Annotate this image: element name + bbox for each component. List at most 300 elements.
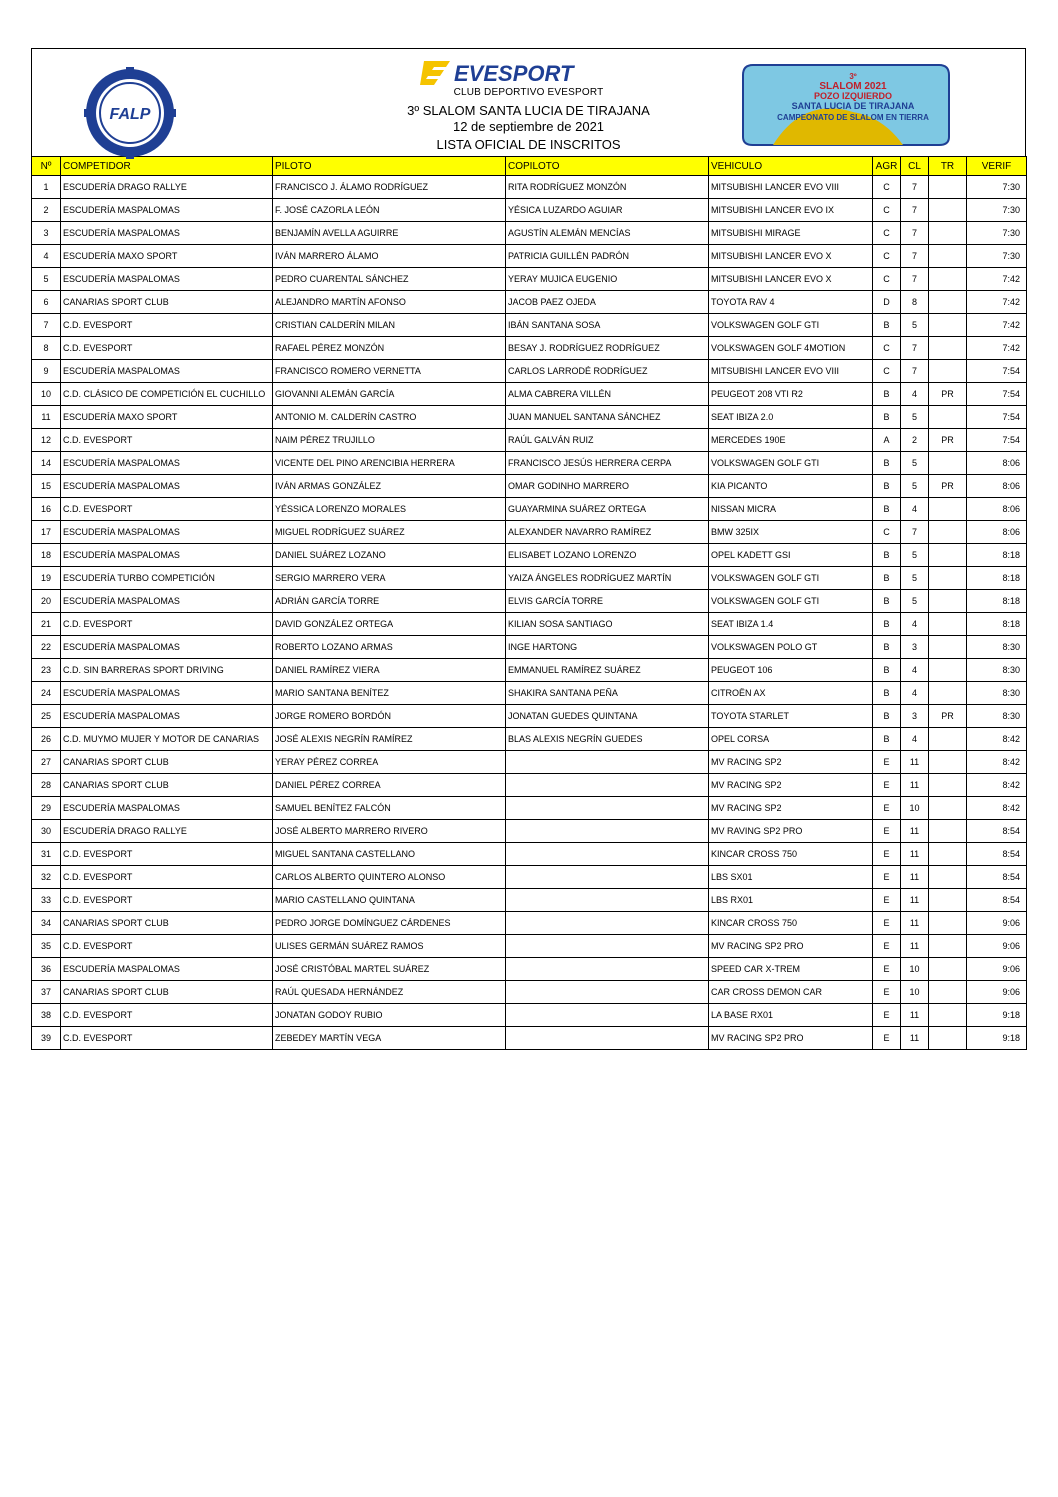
cell-number: 35 (32, 935, 61, 958)
slalom-badge-icon (733, 57, 959, 149)
cell-driver: IVÁN ARMAS GONZÁLEZ (273, 475, 506, 498)
cell-group: B (873, 475, 901, 498)
cell-group: C (873, 360, 901, 383)
cell-class: 11 (901, 1027, 929, 1050)
cell-codriver: ALEXANDER NAVARRO RAMÍREZ (506, 521, 709, 544)
cell-tr (929, 590, 967, 613)
table-row (32, 659, 1027, 682)
cell-number: 26 (32, 728, 61, 751)
cell-number: 5 (32, 268, 61, 291)
table-row (32, 521, 1027, 544)
cell-verif: 7:54 (967, 429, 1027, 452)
cell-group: E (873, 774, 901, 797)
cell-class: 5 (901, 590, 929, 613)
cell-number: 1 (32, 176, 61, 199)
cell-class: 4 (901, 613, 929, 636)
cell-class: 11 (901, 820, 929, 843)
cell-class: 7 (901, 268, 929, 291)
cell-vehicle: VOLKSWAGEN POLO GT (709, 636, 873, 659)
cell-tr (929, 797, 967, 820)
cell-driver: ADRIÁN GARCÍA TORRE (273, 590, 506, 613)
cell-class: 10 (901, 797, 929, 820)
table-row (32, 590, 1027, 613)
list-title: LISTA OFICIAL DE INSCRITOS (436, 137, 621, 152)
cell-group: C (873, 337, 901, 360)
cell-tr (929, 314, 967, 337)
cell-vehicle: SEAT IBIZA 1.4 (709, 613, 873, 636)
cell-vehicle: MITSUBISHI LANCER EVO VIII (709, 360, 873, 383)
cell-competitor: ESCUDERÍA MASPALOMAS (61, 590, 273, 613)
table-row (32, 199, 1027, 222)
table-header-row (32, 157, 1027, 176)
cell-verif: 8:54 (967, 843, 1027, 866)
cell-competitor: ESCUDERÍA MASPALOMAS (61, 452, 273, 475)
table-row (32, 751, 1027, 774)
table-row (32, 291, 1027, 314)
cell-codriver: IBÁN SANTANA SOSA (506, 314, 709, 337)
cell-verif: 7:30 (967, 199, 1027, 222)
cell-driver: JORGE ROMERO BORDÓN (273, 705, 506, 728)
cell-group: B (873, 728, 901, 751)
cell-class: 2 (901, 429, 929, 452)
cell-competitor: ESCUDERÍA MASPALOMAS (61, 797, 273, 820)
cell-driver: SAMUEL BENÍTEZ FALCÓN (273, 797, 506, 820)
cell-tr (929, 912, 967, 935)
cell-group: A (873, 429, 901, 452)
cell-number: 39 (32, 1027, 61, 1050)
table-row (32, 475, 1027, 498)
cell-number: 2 (32, 199, 61, 222)
cell-number: 37 (32, 981, 61, 1004)
cell-number: 23 (32, 659, 61, 682)
table-row (32, 843, 1027, 866)
cell-class: 7 (901, 337, 929, 360)
cell-class: 11 (901, 774, 929, 797)
cell-competitor: C.D. MUYMO MUJER Y MOTOR DE CANARIAS (61, 728, 273, 751)
cell-group: B (873, 314, 901, 337)
cell-group: B (873, 636, 901, 659)
cell-verif: 8:06 (967, 452, 1027, 475)
cell-class: 5 (901, 406, 929, 429)
table-row (32, 222, 1027, 245)
cell-vehicle: MITSUBISHI LANCER EVO X (709, 268, 873, 291)
cell-number: 34 (32, 912, 61, 935)
cell-class: 7 (901, 360, 929, 383)
cell-competitor: ESCUDERÍA MASPALOMAS (61, 521, 273, 544)
cell-verif: 8:06 (967, 498, 1027, 521)
cell-group: E (873, 866, 901, 889)
cell-tr (929, 751, 967, 774)
cell-competitor: C.D. EVESPORT (61, 314, 273, 337)
cell-number: 36 (32, 958, 61, 981)
cell-tr (929, 406, 967, 429)
cell-tr (929, 268, 967, 291)
cell-group: E (873, 1004, 901, 1027)
cell-number: 33 (32, 889, 61, 912)
cell-competitor: ESCUDERÍA MASPALOMAS (61, 199, 273, 222)
cell-class: 11 (901, 751, 929, 774)
cell-codriver (506, 1004, 709, 1027)
cell-codriver: YERAY MUJICA EUGENIO (506, 268, 709, 291)
cell-verif: 8:42 (967, 751, 1027, 774)
cell-group: E (873, 820, 901, 843)
cell-driver: DAVID GONZÁLEZ ORTEGA (273, 613, 506, 636)
cell-verif: 7:42 (967, 268, 1027, 291)
cell-tr (929, 820, 967, 843)
cell-tr (929, 1027, 967, 1050)
cell-class: 11 (901, 1004, 929, 1027)
cell-tr (929, 222, 967, 245)
cell-group: E (873, 751, 901, 774)
cell-class: 4 (901, 498, 929, 521)
cell-codriver: OMAR GODINHO MARRERO (506, 475, 709, 498)
cell-class: 7 (901, 199, 929, 222)
cell-verif: 8:42 (967, 774, 1027, 797)
cell-class: 4 (901, 659, 929, 682)
cell-driver: YÉSSICA LORENZO MORALES (273, 498, 506, 521)
cell-competitor: ESCUDERÍA MASPALOMAS (61, 636, 273, 659)
table-row (32, 935, 1027, 958)
cell-vehicle: MERCEDES 190E (709, 429, 873, 452)
cell-number: 16 (32, 498, 61, 521)
cell-vehicle: TOYOTA STARLET (709, 705, 873, 728)
cell-vehicle: SPEED CAR X-TREM (709, 958, 873, 981)
cell-group: B (873, 705, 901, 728)
cell-verif: 7:42 (967, 291, 1027, 314)
cell-group: C (873, 222, 901, 245)
cell-codriver: GUAYARMINA SUÁREZ ORTEGA (506, 498, 709, 521)
cell-class: 11 (901, 843, 929, 866)
cell-verif: 8:30 (967, 636, 1027, 659)
cell-group: C (873, 199, 901, 222)
cell-tr (929, 659, 967, 682)
cell-group: E (873, 889, 901, 912)
table-row (32, 360, 1027, 383)
cell-driver: YERAY PÉREZ CORREA (273, 751, 506, 774)
cell-verif: 8:06 (967, 475, 1027, 498)
cell-tr (929, 452, 967, 475)
table-row (32, 245, 1027, 268)
cell-class: 4 (901, 682, 929, 705)
cell-vehicle: LBS SX01 (709, 866, 873, 889)
table-row (32, 774, 1027, 797)
cell-tr (929, 291, 967, 314)
cell-group: B (873, 659, 901, 682)
cell-codriver (506, 1027, 709, 1050)
cell-codriver: JACOB PAEZ OJEDA (506, 291, 709, 314)
cell-competitor: C.D. EVESPORT (61, 843, 273, 866)
cell-codriver: ELISABET LOZANO LORENZO (506, 544, 709, 567)
cell-group: E (873, 912, 901, 935)
cell-driver: DANIEL RAMÍREZ VIERA (273, 659, 506, 682)
cell-vehicle: MV RACING SP2 PRO (709, 1027, 873, 1050)
table-row (32, 682, 1027, 705)
badge-line-1: 3º (849, 72, 857, 81)
cell-verif: 8:54 (967, 820, 1027, 843)
cell-class: 7 (901, 176, 929, 199)
cell-class: 4 (901, 383, 929, 406)
cell-class: 5 (901, 567, 929, 590)
cell-codriver: AGUSTÍN ALEMÁN MENCÍAS (506, 222, 709, 245)
cell-class: 5 (901, 314, 929, 337)
cell-tr: PR (929, 705, 967, 728)
cell-vehicle: VOLKSWAGEN GOLF GTI (709, 567, 873, 590)
cell-driver: ULISES GERMÁN SUÁREZ RAMOS (273, 935, 506, 958)
table-row (32, 383, 1027, 406)
cell-competitor: C.D. EVESPORT (61, 498, 273, 521)
cell-competitor: C.D. EVESPORT (61, 866, 273, 889)
cell-driver: CARLOS ALBERTO QUINTERO ALONSO (273, 866, 506, 889)
cell-codriver (506, 797, 709, 820)
cell-group: E (873, 958, 901, 981)
cell-verif: 8:42 (967, 728, 1027, 751)
cell-verif: 8:54 (967, 866, 1027, 889)
badge-line-4: SANTA LUCIA DE TIRAJANA (791, 101, 915, 111)
cell-competitor: C.D. EVESPORT (61, 1004, 273, 1027)
cell-class: 11 (901, 866, 929, 889)
cell-verif: 9:18 (967, 1027, 1027, 1050)
cell-competitor: C.D. EVESPORT (61, 337, 273, 360)
evesport-logo-icon (420, 57, 590, 87)
cell-tr (929, 889, 967, 912)
cell-class: 10 (901, 981, 929, 1004)
cell-vehicle: MV RACING SP2 (709, 751, 873, 774)
cell-codriver (506, 912, 709, 935)
cell-tr (929, 544, 967, 567)
table-row (32, 1004, 1027, 1027)
cell-driver: GIOVANNI ALEMÁN GARCÍA (273, 383, 506, 406)
cell-driver: JOSÉ CRISTÓBAL MARTEL SUÁREZ (273, 958, 506, 981)
cell-vehicle: MV RACING SP2 (709, 797, 873, 820)
cell-driver: MARIO CASTELLANO QUINTANA (273, 889, 506, 912)
cell-vehicle: OPEL KADETT GSI (709, 544, 873, 567)
cell-codriver (506, 889, 709, 912)
entry-list-sheet (31, 48, 1026, 1050)
cell-vehicle: MV RAVING SP2 PRO (709, 820, 873, 843)
cell-group: B (873, 590, 901, 613)
cell-group: E (873, 935, 901, 958)
brand-text: EVESPORT (454, 61, 574, 86)
cell-number: 24 (32, 682, 61, 705)
col-class: CL (901, 157, 929, 176)
cell-vehicle: PEUGEOT 208 VTI R2 (709, 383, 873, 406)
table-row (32, 820, 1027, 843)
cell-tr (929, 337, 967, 360)
cell-class: 3 (901, 636, 929, 659)
event-title: 3º SLALOM SANTA LUCIA DE TIRAJANA (407, 103, 650, 118)
cell-class: 3 (901, 705, 929, 728)
cell-driver: JOSÉ ALBERTO MARRERO RIVERO (273, 820, 506, 843)
table-row (32, 452, 1027, 475)
cell-competitor: ESCUDERÍA MAXO SPORT (61, 245, 273, 268)
table-row (32, 544, 1027, 567)
cell-competitor: ESCUDERÍA DRAGO RALLYE (61, 820, 273, 843)
club-name: CLUB DEPORTIVO EVESPORT (453, 87, 604, 98)
cell-codriver: SHAKIRA SANTANA PEÑA (506, 682, 709, 705)
cell-verif: 7:30 (967, 222, 1027, 245)
cell-vehicle: VOLKSWAGEN GOLF GTI (709, 452, 873, 475)
table-row (32, 636, 1027, 659)
cell-codriver: ALMA CABRERA VILLÉN (506, 383, 709, 406)
cell-driver: MIGUEL RODRÍGUEZ SUÁREZ (273, 521, 506, 544)
cell-verif: 9:06 (967, 912, 1027, 935)
cell-group: E (873, 843, 901, 866)
cell-number: 32 (32, 866, 61, 889)
cell-verif: 8:18 (967, 590, 1027, 613)
cell-class: 7 (901, 222, 929, 245)
falp-logo-text: FALP (109, 106, 151, 123)
cell-competitor: C.D. CLÁSICO DE COMPETICIÓN EL CUCHILLO (61, 383, 273, 406)
cell-driver: RAFAEL PÉREZ MONZÓN (273, 337, 506, 360)
cell-tr: PR (929, 475, 967, 498)
cell-competitor: ESCUDERÍA MASPALOMAS (61, 544, 273, 567)
cell-competitor: ESCUDERÍA DRAGO RALLYE (61, 176, 273, 199)
cell-vehicle: KIA PICANTO (709, 475, 873, 498)
cell-verif: 9:18 (967, 1004, 1027, 1027)
cell-codriver: RAÚL GALVÁN RUIZ (506, 429, 709, 452)
cell-class: 11 (901, 889, 929, 912)
table-row (32, 797, 1027, 820)
cell-verif: 9:06 (967, 935, 1027, 958)
cell-vehicle: LA BASE RX01 (709, 1004, 873, 1027)
cell-class: 7 (901, 245, 929, 268)
cell-group: D (873, 291, 901, 314)
cell-codriver (506, 751, 709, 774)
table-row (32, 613, 1027, 636)
table-row (32, 429, 1027, 452)
cell-codriver (506, 820, 709, 843)
table-row (32, 314, 1027, 337)
cell-competitor: CANARIAS SPORT CLUB (61, 774, 273, 797)
cell-vehicle: OPEL CORSA (709, 728, 873, 751)
cell-tr (929, 935, 967, 958)
col-competitor: COMPETIDOR (61, 157, 273, 176)
cell-number: 9 (32, 360, 61, 383)
cell-group: B (873, 452, 901, 475)
col-codriver: COPILOTO (506, 157, 709, 176)
cell-class: 5 (901, 475, 929, 498)
cell-codriver: FRANCISCO JESÚS HERRERA CERPA (506, 452, 709, 475)
cell-number: 8 (32, 337, 61, 360)
cell-tr (929, 521, 967, 544)
cell-verif: 9:06 (967, 981, 1027, 1004)
cell-vehicle: MITSUBISHI LANCER EVO IX (709, 199, 873, 222)
cell-tr (929, 176, 967, 199)
cell-number: 10 (32, 383, 61, 406)
cell-vehicle: LBS RX01 (709, 889, 873, 912)
table-row (32, 912, 1027, 935)
cell-codriver: BESAY J. RODRÍGUEZ RODRÍGUEZ (506, 337, 709, 360)
cell-group: C (873, 176, 901, 199)
cell-number: 14 (32, 452, 61, 475)
cell-competitor: CANARIAS SPORT CLUB (61, 912, 273, 935)
cell-number: 31 (32, 843, 61, 866)
cell-verif: 7:54 (967, 406, 1027, 429)
cell-driver: ROBERTO LOZANO ARMAS (273, 636, 506, 659)
event-date: 12 de septiembre de 2021 (452, 119, 605, 134)
cell-vehicle: MV RACING SP2 PRO (709, 935, 873, 958)
cell-codriver: KILIAN SOSA SANTIAGO (506, 613, 709, 636)
cell-vehicle: MITSUBISHI LANCER EVO X (709, 245, 873, 268)
cell-group: E (873, 797, 901, 820)
cell-number: 3 (32, 222, 61, 245)
cell-number: 29 (32, 797, 61, 820)
cell-driver: SERGIO MARRERO VERA (273, 567, 506, 590)
cell-vehicle: SEAT IBIZA 2.0 (709, 406, 873, 429)
cell-competitor: ESCUDERÍA MAXO SPORT (61, 406, 273, 429)
cell-number: 11 (32, 406, 61, 429)
cell-group: E (873, 981, 901, 1004)
badge-line-2: SLALOM 2021 (819, 81, 887, 92)
cell-tr: PR (929, 383, 967, 406)
cell-group: B (873, 383, 901, 406)
cell-driver: JOSÉ ALEXIS NEGRÍN RAMÍREZ (273, 728, 506, 751)
cell-class: 4 (901, 728, 929, 751)
cell-class: 7 (901, 521, 929, 544)
cell-group: C (873, 245, 901, 268)
cell-driver: ANTONIO M. CALDERÍN CASTRO (273, 406, 506, 429)
col-driver: PILOTO (273, 157, 506, 176)
cell-driver: RAÚL QUESADA HERNÁNDEZ (273, 981, 506, 1004)
cell-codriver: CARLOS LARRODÉ RODRÍGUEZ (506, 360, 709, 383)
table-row (32, 567, 1027, 590)
cell-codriver: BLAS ALEXIS NEGRÍN GUEDES (506, 728, 709, 751)
cell-tr (929, 728, 967, 751)
cell-verif: 8:30 (967, 682, 1027, 705)
cell-tr (929, 843, 967, 866)
cell-verif: 8:18 (967, 613, 1027, 636)
cell-tr (929, 199, 967, 222)
cell-competitor: ESCUDERÍA MASPALOMAS (61, 360, 273, 383)
badge-line-3: POZO IZQUIERDO (813, 91, 893, 101)
cell-vehicle: TOYOTA RAV 4 (709, 291, 873, 314)
cell-class: 11 (901, 912, 929, 935)
cell-class: 10 (901, 958, 929, 981)
cell-competitor: ESCUDERÍA MASPALOMAS (61, 222, 273, 245)
cell-competitor: C.D. EVESPORT (61, 889, 273, 912)
cell-codriver (506, 981, 709, 1004)
cell-group: E (873, 1027, 901, 1050)
cell-driver: DANIEL SUÁREZ LOZANO (273, 544, 506, 567)
cell-group: B (873, 682, 901, 705)
cell-competitor: ESCUDERÍA MASPALOMAS (61, 475, 273, 498)
cell-driver: PEDRO CUARENTAL SÁNCHEZ (273, 268, 506, 291)
badge-line-5: CAMPEONATO DE SLALOM EN TIERRA (777, 113, 929, 122)
cell-codriver: INGE HARTONG (506, 636, 709, 659)
table-row (32, 1027, 1027, 1050)
cell-vehicle: CAR CROSS DEMON CAR (709, 981, 873, 1004)
cell-codriver: ELVIS GARCÍA TORRE (506, 590, 709, 613)
cell-vehicle: PEUGEOT 106 (709, 659, 873, 682)
cell-group: B (873, 498, 901, 521)
cell-competitor: C.D. EVESPORT (61, 429, 273, 452)
cell-verif: 7:30 (967, 245, 1027, 268)
cell-competitor: C.D. EVESPORT (61, 1027, 273, 1050)
cell-competitor: ESCUDERÍA TURBO COMPETICIÓN (61, 567, 273, 590)
cell-codriver: PATRICIA GUILLÉN PADRÓN (506, 245, 709, 268)
cell-group: C (873, 268, 901, 291)
cell-codriver: YÉSICA LUZARDO AGUIAR (506, 199, 709, 222)
cell-tr (929, 981, 967, 1004)
table-row (32, 176, 1027, 199)
cell-group: B (873, 544, 901, 567)
cell-driver: MARIO SANTANA BENÍTEZ (273, 682, 506, 705)
cell-driver: ZEBEDEY MARTÍN VEGA (273, 1027, 506, 1050)
cell-codriver (506, 843, 709, 866)
cell-number: 38 (32, 1004, 61, 1027)
cell-vehicle: BMW 325IX (709, 521, 873, 544)
cell-tr (929, 774, 967, 797)
